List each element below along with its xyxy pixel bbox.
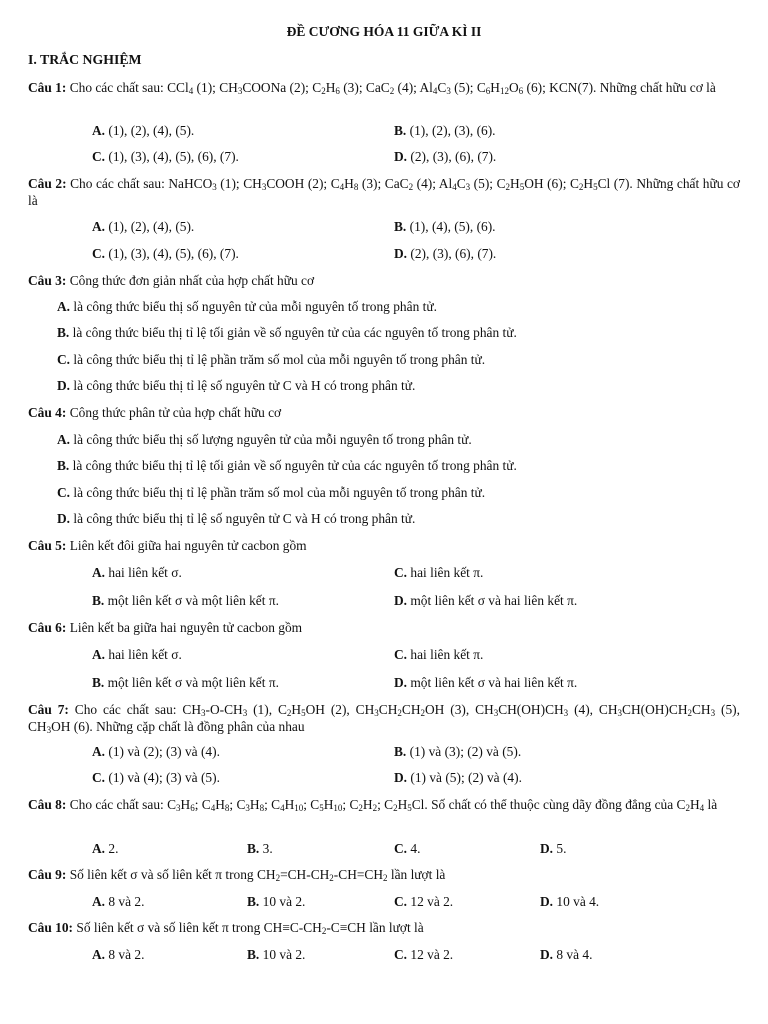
question-1 — [28, 80, 740, 97]
option-2c: C. (1), (3), (4), (5), (6), (7). — [92, 246, 239, 261]
question-stem: Cho các chất sau: NaHCO$_3$ (1); $CH_3COOH$ (2); $C_4H_8$ (3); CaC$_2$ (4); $Al_4C_3$ (5); $C_2H_5OH$ (6); $C_2H_5Cl$ (7). Những chất hữu cơ là — [28, 176, 740, 208]
option-5d: D. một liên kết σ và hai liên kết π. — [394, 593, 578, 608]
question-stem: Công thức phân tử của hợp chất hữu cơ — [69, 405, 282, 420]
option-2a: A. (1), (2), (4), (5). — [92, 219, 195, 234]
option-6a: A. hai liên kết σ. — [92, 647, 182, 662]
question-stem: Cho các chất sau: $C_3H_6$; $C_4H_8$; $C_3H_8$; $C_4H_{10}$; $C_5H_{10}$; $C_2H_2$; $C_2H_5Cl$. Số chất có thể thuộc cùng dãy đồng đẳng của $C_2H_4$ là — [69, 797, 718, 813]
question-label: Câu 10: — [28, 920, 74, 935]
question-stem: Công thức đơn giản nhất của hợp chất hữu cơ — [69, 273, 315, 288]
question-label: Câu 3: — [28, 273, 67, 288]
option-1a: A. (1), (2), (4), (5). — [92, 123, 195, 138]
option-3b: B. là công thức biểu thị tỉ lệ tối giản về số nguyên tử của các nguyên tố trong phân tử. — [57, 325, 517, 340]
option-4b: B. là công thức biểu thị tỉ lệ tối giản về số nguyên tử của các nguyên tố trong phân tử. — [57, 458, 517, 473]
option-9d: D. 10 và 4. — [540, 894, 600, 909]
option-1c: C. (1), (3), (4), (5), (6), (7). — [92, 149, 239, 164]
question-label: Câu 6: — [28, 620, 67, 635]
question-stem: Cho các chất sau: $CH_3-O-CH_3$ (1), $C_2H_5OH$ (2), $CH_3CH_2CH_2OH$ (3), $CH_3CH(OH)CH_3$ (4), $CH_3CH(OH)CH_2CH_3$ (5), $CH_3OH$ (6). Những cặp chất là đồng phân của nhau — [28, 702, 740, 735]
option-8a: A. 2. — [92, 841, 119, 856]
option-6d: D. một liên kết σ và hai liên kết π. — [394, 675, 578, 690]
option-8d: D. 5. — [540, 841, 567, 856]
question-stem: Liên kết ba giữa hai nguyên tử cacbon gồm — [69, 620, 303, 635]
question-stem: Liên kết đôi giữa hai nguyên tử cacbon gồm — [69, 538, 307, 553]
question-6 — [28, 620, 740, 637]
option-9b: B. 10 và 2. — [247, 894, 306, 909]
option-5c: C. hai liên kết π. — [394, 565, 484, 580]
option-1b: B. (1), (2), (3), (6). — [394, 123, 496, 138]
question-stem: Số liên kết σ và số liên kết π trong $CH_2=CH-CH_2-CH=CH_2$ lần lượt là — [69, 867, 446, 883]
question-4 — [28, 405, 740, 422]
option-10c: C. 12 và 2. — [394, 947, 454, 962]
option-7a: A. (1) và (2); (3) và (4). — [92, 744, 220, 759]
question-7 — [28, 702, 740, 735]
question-label: Câu 8: — [28, 797, 67, 812]
question-5 — [28, 538, 740, 555]
option-8c: C. 4. — [394, 841, 421, 856]
question-stem: Số liên kết σ và số liên kết π trong $CH\equiv C-CH_2-C\equiv CH$ lần lượt là — [76, 920, 424, 936]
option-6b: B. một liên kết σ và một liên kết π. — [92, 675, 279, 690]
section-heading: I. TRẮC NGHIỆM — [28, 52, 142, 67]
question-9 — [28, 867, 740, 884]
option-2d: D. (2), (3), (6), (7). — [394, 246, 497, 261]
option-3a: A. là công thức biểu thị số nguyên tử của mỗi nguyên tố trong phân tử. — [57, 299, 437, 314]
question-10 — [28, 920, 740, 937]
question-label: Câu 5: — [28, 538, 67, 553]
option-8b: B. 3. — [247, 841, 273, 856]
option-10d: D. 8 và 4. — [540, 947, 593, 962]
question-stem: Cho các chất sau: CCl$_4$ (1); $CH_3COONa$ (2); $C_2H_6$ (3); CaC$_2$ (4); $Al_4C_3$ (5); $C_6H_{12}O_6$ (6); KCN(7). Những chất hữu cơ là — [69, 80, 716, 96]
option-7b: B. (1) và (3); (2) và (5). — [394, 744, 522, 759]
option-4c: C. là công thức biểu thị tỉ lệ phần trăm số mol của mỗi nguyên tố trong phân tử. — [57, 485, 486, 500]
option-10a: A. 8 và 2. — [92, 947, 145, 962]
option-3d: D. là công thức biểu thị tỉ lệ số nguyên tử C và H có trong phân tử. — [57, 378, 416, 393]
question-label: Câu 1: — [28, 80, 67, 95]
question-label: Câu 4: — [28, 405, 67, 420]
option-5b: B. một liên kết σ và một liên kết π. — [92, 593, 279, 608]
option-2b: B. (1), (4), (5), (6). — [394, 219, 496, 234]
option-4a: A. là công thức biểu thị số lượng nguyên tử của mỗi nguyên tố trong phân tử. — [57, 432, 472, 447]
question-label: Câu 7: — [28, 702, 69, 717]
option-5a: A. hai liên kết σ. — [92, 565, 182, 580]
option-6c: C. hai liên kết π. — [394, 647, 484, 662]
question-label: Câu 2: — [28, 176, 67, 191]
question-3 — [28, 273, 740, 290]
question-2 — [28, 176, 740, 209]
option-4d: D. là công thức biểu thị tỉ lệ số nguyên tử C và H có trong phân tử. — [57, 511, 416, 526]
page-title: ĐỀ CƯƠNG HÓA 11 GIỮA KÌ II — [286, 24, 482, 39]
option-9a: A. 8 và 2. — [92, 894, 145, 909]
question-label: Câu 9: — [28, 867, 67, 882]
option-1d: D. (2), (3), (6), (7). — [394, 149, 497, 164]
option-7c: C. (1) và (4); (3) và (5). — [92, 770, 220, 785]
option-9c: C. 12 và 2. — [394, 894, 454, 909]
option-3c: C. là công thức biểu thị tỉ lệ phần trăm số mol của mỗi nguyên tố trong phân tử. — [57, 352, 486, 367]
option-7d: D. (1) và (5); (2) và (4). — [394, 770, 522, 785]
question-8 — [28, 797, 740, 814]
option-10b: B. 10 và 2. — [247, 947, 306, 962]
